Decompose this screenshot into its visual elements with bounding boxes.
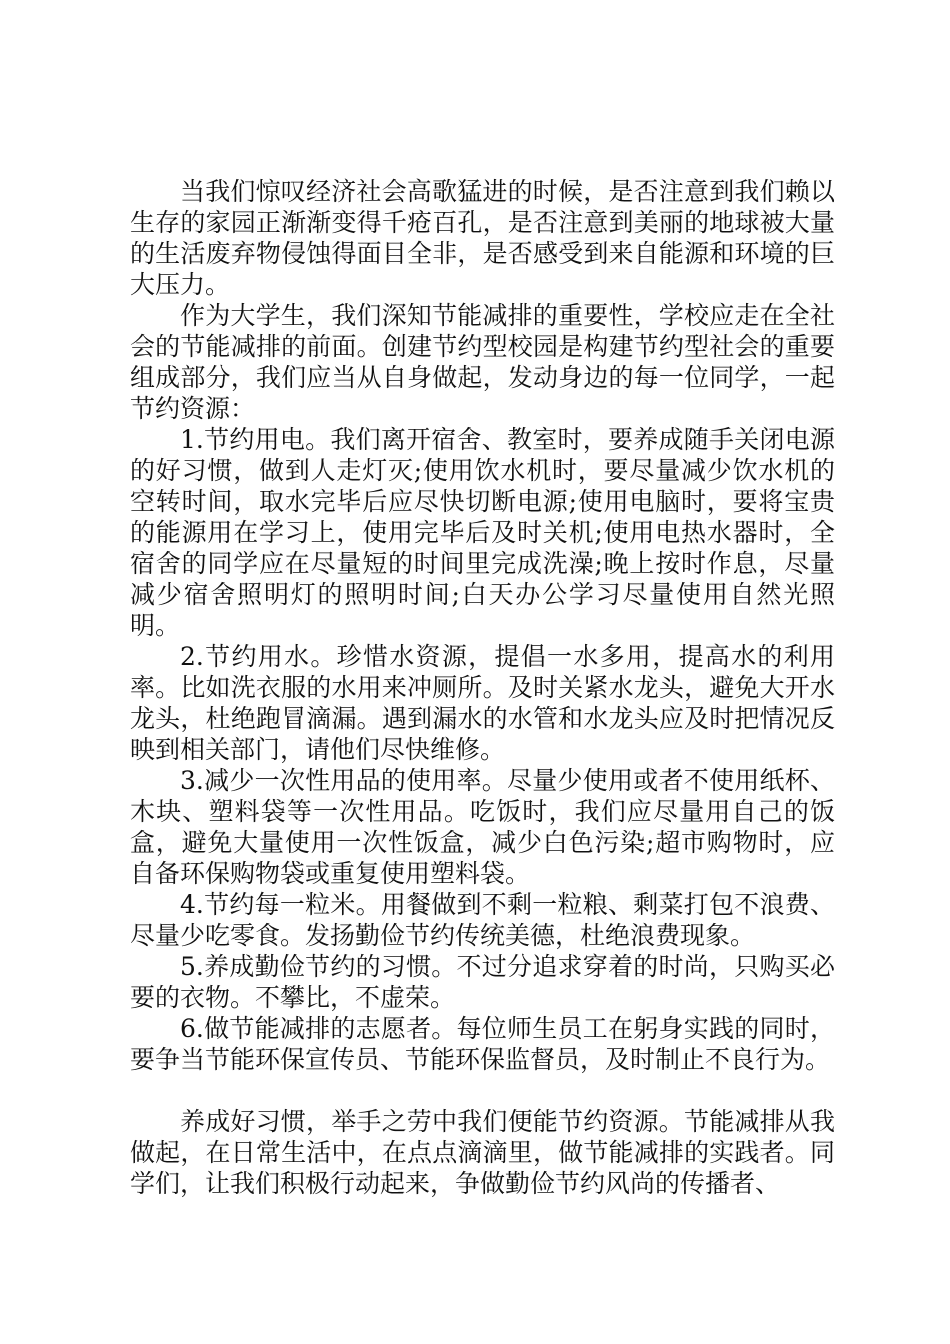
item-thrift-paragraph: 5.养成勤俭节约的习惯。不过分追求穿着的时尚，只购买必要的衣物。不攀比，不虚荣。 — [130, 952, 835, 1012]
call-paragraph: 作为大学生，我们深知节能减排的重要性，学校应走在全社会的节能减排的前面。创建节约型校园是构建节约型社会的重要组成部分，我们应当从自身做起，发动身边的每一位同学，一起节约资源： — [130, 301, 835, 423]
item-rice-paragraph: 4.节约每一粒米。用餐做到不剩一粒粮、剩菜打包不浪费、尽量少吃零食。发扬勤俭节约传统美德，杜绝浪费现象。 — [130, 890, 835, 950]
document-body — [130, 176, 835, 1199]
item-disposables-paragraph: 3.减少一次性用品的使用率。尽量少使用或者不使用纸杯、木块、塑料袋等一次性用品。吃饭时，我们应尽量用自己的饭盒，避免大量使用一次性饭盒，减少白色污染;超市购物时，应自备环保购物袋或重复使用塑料袋。 — [130, 766, 835, 888]
item-volunteer-paragraph: 6.做节能减排的志愿者。每位师生员工在躬身实践的同时，要争当节能环保宣传员、节能环保监督员，及时制止不良行为。 — [130, 1014, 835, 1074]
closing-paragraph: 养成好习惯，举手之劳中我们便能节约资源。节能减排从我做起，在日常生活中，在点点滴滴里，做节能减排的实践者。同学们，让我们积极行动起来，争做勤俭节约风尚的传播者、 — [130, 1107, 835, 1198]
paragraph-spacer — [130, 1075, 835, 1106]
item-water-paragraph: 2.节约用水。珍惜水资源，提倡一水多用，提高水的利用率。比如洗衣服的水用来冲厕所。及时关紧水龙头，避免大开水龙头，杜绝跑冒滴漏。遇到漏水的水管和水龙头应及时把情况反映到相关部门，请他们尽快维修。 — [130, 642, 835, 764]
item-electricity-paragraph: 1.节约用电。我们离开宿舍、教室时，要养成随手关闭电源的好习惯，做到人走灯灭;使用饮水机时，要尽量减少饮水机的空转时间，取水完毕后应尽快切断电源;使用电脑时，要将宝贵的能源用在学习上，使用完毕后及时关机;使用电热水器时，全宿舍的同学应在尽量短的时间里完成洗澡;晚上按时作息，尽量减少宿舍照明灯的照明时间;白天办公学习尽量使用自然光照明。 — [130, 425, 835, 640]
intro-paragraph: 当我们惊叹经济社会高歌猛进的时候，是否注意到我们赖以生存的家园正渐渐变得千疮百孔，是否注意到美丽的地球被大量的生活废弃物侵蚀得面目全非，是否感受到来自能源和环境的巨大压力。 — [130, 177, 835, 299]
